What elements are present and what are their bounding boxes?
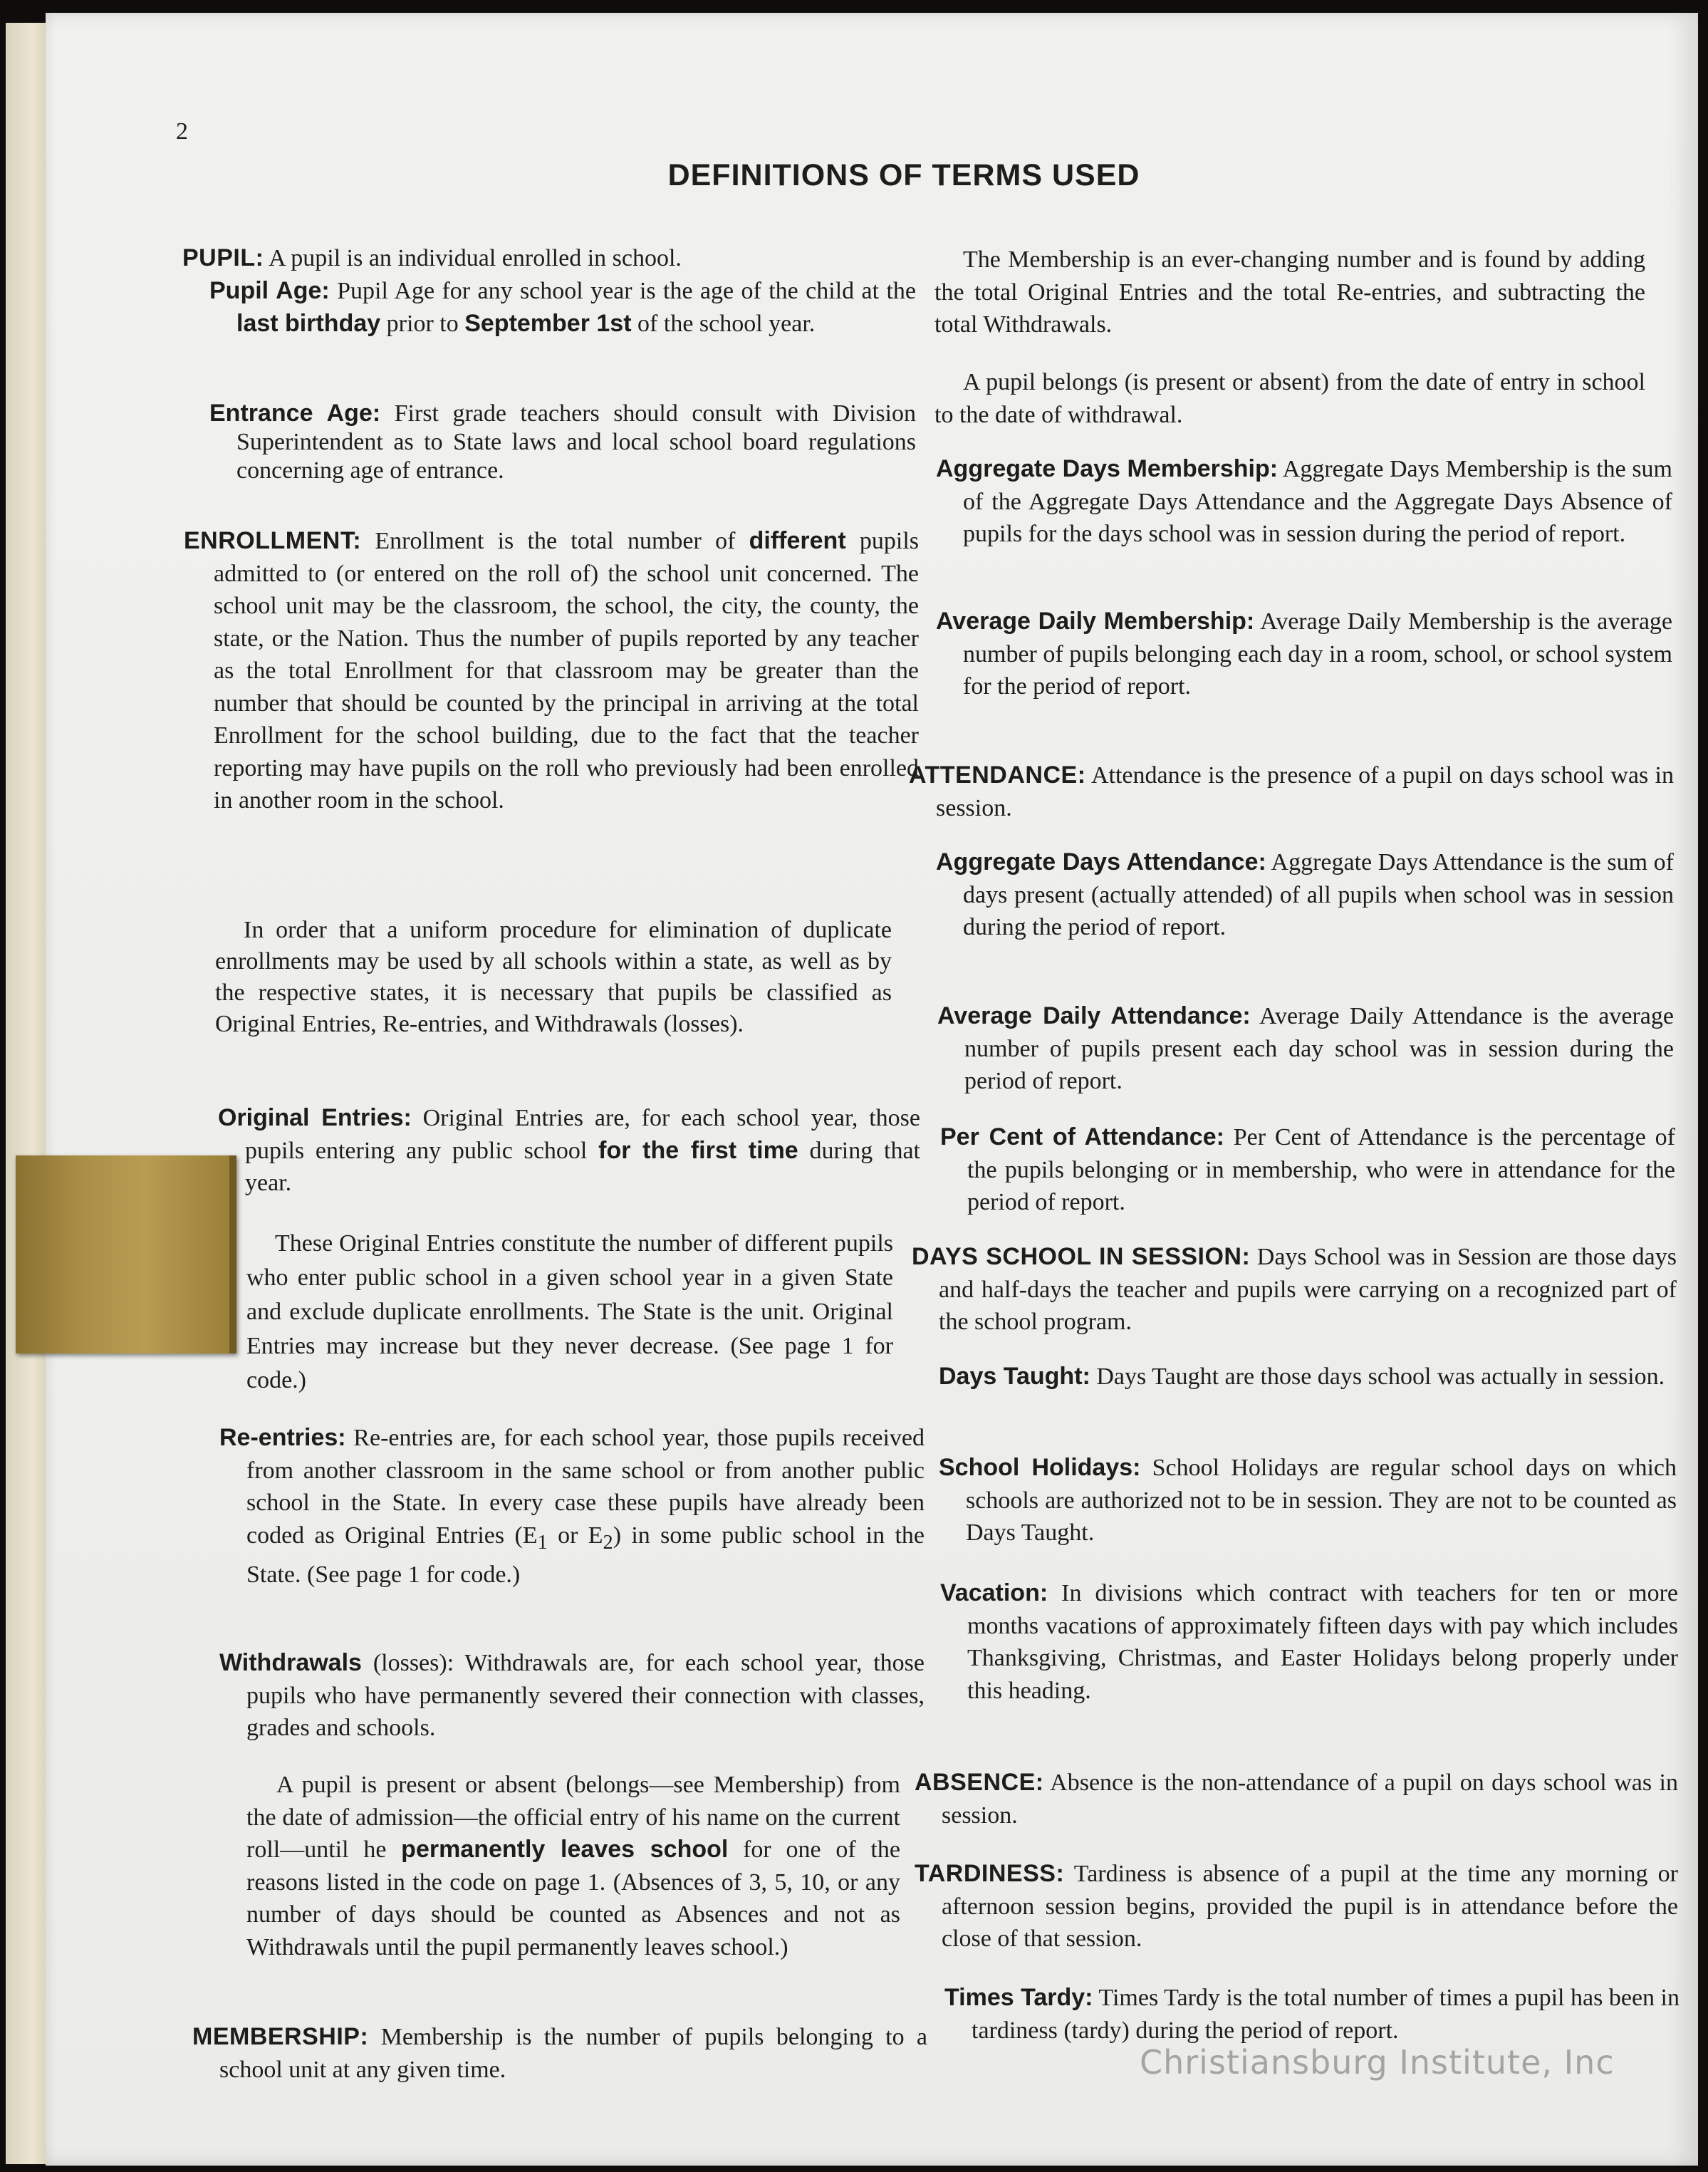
def-average-daily-attendance: Average Daily Attendance: Average Daily Attendance is the average number of pupils present each day school was in session during the period of report.: [937, 1002, 1674, 1094]
para-membership-changing: The Membership is an ever-changing number and is found by adding the total Original Entries and the total Re-entries, and subtracting the total Withdrawals.: [934, 246, 1645, 338]
binder-tab: [16, 1155, 236, 1353]
def-re-entries: Re-entries: Re-entries are, for each school year, those pupils received from another classroom in the same school or from another public school in the State. In every case these pupils have already been coded as Original Entries ($E_1$ or $E_2$) in some public school in the State. (See page 1 for code.): [219, 1424, 925, 1588]
def-absence: ABSENCE: Absence is the non-attendance of a pupil on days school was in session.: [915, 1769, 1678, 1829]
def-vacation: Vacation: In divisions which contract with teachers for ten or more months vacations of approximately fifteen days with pay which includes Thanksgiving, Christmas, and Easter Holidays belong properly under this heading.: [940, 1579, 1678, 1704]
para-present-absent: A pupil is present or absent (belongs—see Membership) from the date of admission—the official entry of his name on the current roll—until he permanently leaves school for one of the reasons listed in the code on page 1. (Absences of 3, 5, 10, or any number of days should be counted as Absences and not as Withdrawals until the pupil permanently leaves school.): [246, 1772, 900, 1960]
def-per-cent-attendance: Per Cent of Attendance: Per Cent of Attendance is the percentage of the pupils belonging or in membership, who were in attendance for the period of report.: [940, 1123, 1675, 1215]
def-days-taught: Days Taught: Days Taught are those days school was actually in session.: [939, 1363, 1665, 1390]
def-pupil-age: Pupil Age: Pupil Age for any school year is the age of the child at the last birthday prior to September 1st of the school year.: [209, 277, 916, 337]
def-times-tardy: Times Tardy: Times Tardy is the total number of times a pupil has been in tardiness (tardy) during the period of report.: [944, 1984, 1680, 2044]
def-pupil: PUPIL: A pupil is an individual enrolled in school.: [182, 244, 682, 271]
def-days-school-in-session: DAYS SCHOOL IN SESSION: Days School was in Session are those days and half-days the teacher and pupils were carrying on a recognized part of the school program.: [912, 1243, 1677, 1335]
def-attendance: ATTENDANCE: Attendance is the presence of a pupil on days school was in session.: [909, 762, 1674, 821]
watermark-text: Christiansburg Institute, Inc: [1140, 2043, 1615, 2082]
def-withdrawals: Withdrawals (losses): Withdrawals are, for each school year, those pupils who have permanently severed their connection with classes, grades and schools.: [219, 1649, 925, 1741]
def-aggregate-days-attendance: Aggregate Days Attendance: Aggregate Days Attendance is the sum of days present (actually attended) of all pupils when school was in session during the period of report.: [936, 848, 1675, 940]
para-original-entries-detail: These Original Entries constitute the number of different pupils who enter public school in a given school year in a given State and exclude duplicate enrollments. The State is the unit. Original Entries may increase but they never decrease. (See page 1 for code.): [246, 1230, 893, 1393]
def-original-entries: Original Entries: Original Entries are, for each school year, those pupils entering any public school for the first time during that year.: [218, 1104, 920, 1196]
binder-edge: [6, 23, 50, 2164]
para-uniform-procedure: In order that a uniform procedure for elimination of duplicate enrollments may be used by all schools within a state, as well as by the respective states, it is necessary that pupils be classified as Original Entries, Re-entries, and Withdrawals (losses).: [215, 917, 892, 1037]
page-number: 2: [176, 118, 188, 145]
def-aggregate-days-membership: Aggregate Days Membership: Aggregate Days Membership is the sum of the Aggregate Days Attendance and the Aggregate Days Absence of pupils for the days school was in session during the period of report.: [936, 455, 1672, 547]
def-school-holidays: School Holidays: School Holidays are regular school days on which schools are authorized not to be in session. They are not to be counted as Days Taught.: [939, 1454, 1677, 1546]
def-tardiness: TARDINESS: Tardiness is absence of a pupil at the time any morning or afternoon session begins, provided the pupil is in attendance before the close of that session.: [915, 1860, 1678, 1952]
def-entrance-age: Entrance Age: First grade teachers should consult with Division Superintendent as to State laws and local school board regulations concerning age of entrance.: [209, 400, 917, 484]
def-enrollment: ENROLLMENT: Enrollment is the total number of different pupils admitted to (or entered on the roll of) the school unit concerned. The school unit may be the classroom, the school, the city, the county, the state, or the Nation. Thus the number of pupils reported by any teacher as the total Enrollment for that classroom may be greater than the number that should be counted by the principal in arriving at the total Enrollment for the school building, due to the fact that the teacher reporting may have pupils on the roll who previously had been enrolled in another room in the school.: [184, 527, 920, 814]
def-average-daily-membership: Average Daily Membership: Average Daily Membership is the average number of pupils belonging each day in a room, school, or school system for the period of report.: [936, 608, 1672, 700]
page-title: DEFINITIONS OF TERMS USED: [667, 158, 1140, 192]
def-membership: MEMBERSHIP: Membership is the number of pupils belonging to a school unit at any given time.: [192, 2023, 927, 2083]
para-pupil-belongs: A pupil belongs (is present or absent) from the date of entry in school to the date of withdrawal.: [934, 369, 1645, 428]
